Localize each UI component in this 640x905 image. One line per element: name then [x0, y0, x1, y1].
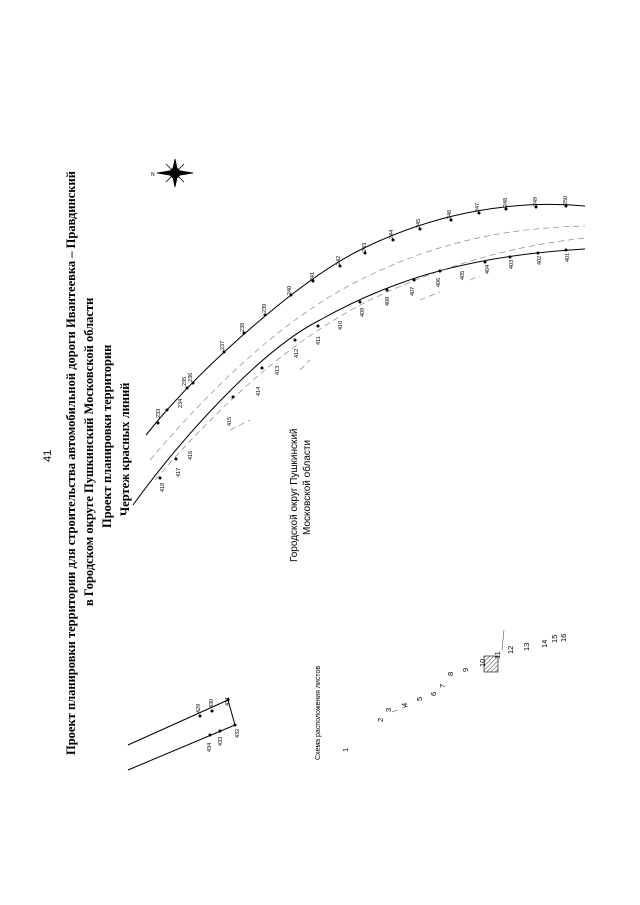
point-label: 407	[410, 286, 416, 296]
district-label-line-2: Московской области	[302, 439, 313, 535]
point-label: 245	[416, 218, 422, 228]
point-label: 242	[336, 255, 342, 265]
point-label: 244	[389, 229, 395, 239]
red-line-upper	[146, 204, 585, 435]
title-line-4: Чертеж красных линий	[118, 382, 132, 516]
point-label: 431	[225, 696, 231, 706]
road-edge-2	[155, 238, 585, 480]
title-line-1: Проект планировки территории для строительства автомобильной дороги Ивантеевка – Правдинский	[64, 171, 78, 755]
point-label: 430	[209, 698, 215, 708]
point-marker	[209, 734, 212, 737]
point-marker	[294, 339, 297, 342]
point-label: 409	[360, 307, 366, 317]
sheet-number: 3	[384, 707, 393, 712]
point-marker	[234, 724, 237, 727]
point-label: 433	[218, 736, 224, 746]
point-label: 247	[475, 202, 481, 212]
point-marker	[157, 422, 160, 425]
point-marker	[439, 270, 442, 273]
sheet-number: 16	[559, 633, 568, 642]
upper-point-labels	[156, 196, 569, 418]
point-label: 250	[563, 195, 569, 205]
point-marker	[159, 477, 162, 480]
sheet-number-labels	[341, 634, 568, 752]
point-label: 249	[533, 196, 539, 206]
point-label: 434	[207, 742, 213, 752]
point-label: 404	[485, 264, 491, 274]
point-marker	[232, 396, 235, 399]
point-label: 239	[262, 303, 268, 313]
sheet-scheme	[341, 630, 568, 752]
point-label: 237	[220, 340, 226, 350]
point-marker	[565, 249, 568, 252]
title-line-2: в Городском округе Пушкинский Московской области	[82, 297, 96, 606]
point-marker	[317, 325, 320, 328]
point-label: 410	[338, 320, 344, 330]
sheet-number: 1	[341, 747, 350, 752]
point-label: 243	[362, 242, 368, 252]
sheet-number: 15	[550, 634, 559, 643]
sheet-number: 5	[415, 696, 424, 701]
point-marker	[166, 409, 169, 412]
point-label: 414	[256, 386, 262, 396]
sheet-number: 6	[429, 691, 438, 696]
sheet-number: 4	[400, 702, 409, 707]
point-label: 248	[503, 197, 509, 207]
point-label: 417	[176, 467, 182, 477]
road-edge-3	[230, 276, 480, 430]
point-marker	[413, 279, 416, 282]
sheet-number: 10	[478, 658, 487, 667]
point-label: 402	[537, 255, 543, 265]
point-marker	[359, 301, 362, 304]
sheet-number: 12	[506, 645, 515, 654]
point-label: 238	[240, 322, 246, 332]
page-number: 41	[42, 449, 54, 462]
district-label-line-1: Городской округ Пушкинский	[289, 428, 300, 562]
point-label: 403	[509, 259, 515, 269]
point-marker	[509, 256, 512, 259]
point-label: 415	[227, 416, 233, 426]
point-label: 413	[275, 365, 281, 375]
point-label: 411	[316, 336, 322, 345]
sheet-number: 13	[522, 642, 531, 651]
point-marker	[199, 715, 202, 718]
point-label: 241	[310, 271, 316, 281]
point-marker	[261, 367, 264, 370]
road-edge-1	[150, 226, 585, 460]
title-line-3: Проект планировки территории	[100, 344, 114, 528]
sheet-number: 9	[461, 667, 470, 672]
sheet-number: 14	[540, 639, 549, 648]
point-label: 406	[436, 277, 442, 287]
point-label: 405	[460, 270, 466, 280]
point-marker	[386, 289, 389, 292]
north-arrow-label: N	[151, 172, 155, 178]
point-marker	[175, 458, 178, 461]
scheme-label: Схема расположения листов	[315, 665, 322, 760]
point-label: 233	[156, 408, 162, 418]
sheet-number: 2	[376, 717, 385, 722]
point-label: 432	[235, 728, 241, 738]
point-marker	[537, 252, 540, 255]
point-label: 418	[160, 482, 166, 492]
sheet-number: 7	[438, 683, 447, 688]
lower-points	[159, 249, 568, 480]
point-label: 246	[447, 209, 453, 219]
point-label: 240	[287, 285, 293, 295]
point-label: 235	[182, 376, 188, 386]
sheet-number: 8	[446, 671, 455, 676]
point-marker	[484, 261, 487, 264]
sheet-number: 11	[493, 651, 502, 659]
lower-point-labels	[160, 253, 571, 492]
red-line-lower	[133, 249, 585, 505]
point-label: 236	[188, 372, 194, 382]
point-marker	[211, 710, 214, 713]
point-label: 234	[178, 398, 184, 408]
point-label: 429	[196, 703, 202, 713]
point-label: 408	[385, 296, 391, 306]
point-label: 416	[188, 450, 194, 460]
point-label: 401	[565, 252, 571, 262]
point-label: 412	[294, 348, 300, 358]
point-marker	[219, 730, 222, 733]
